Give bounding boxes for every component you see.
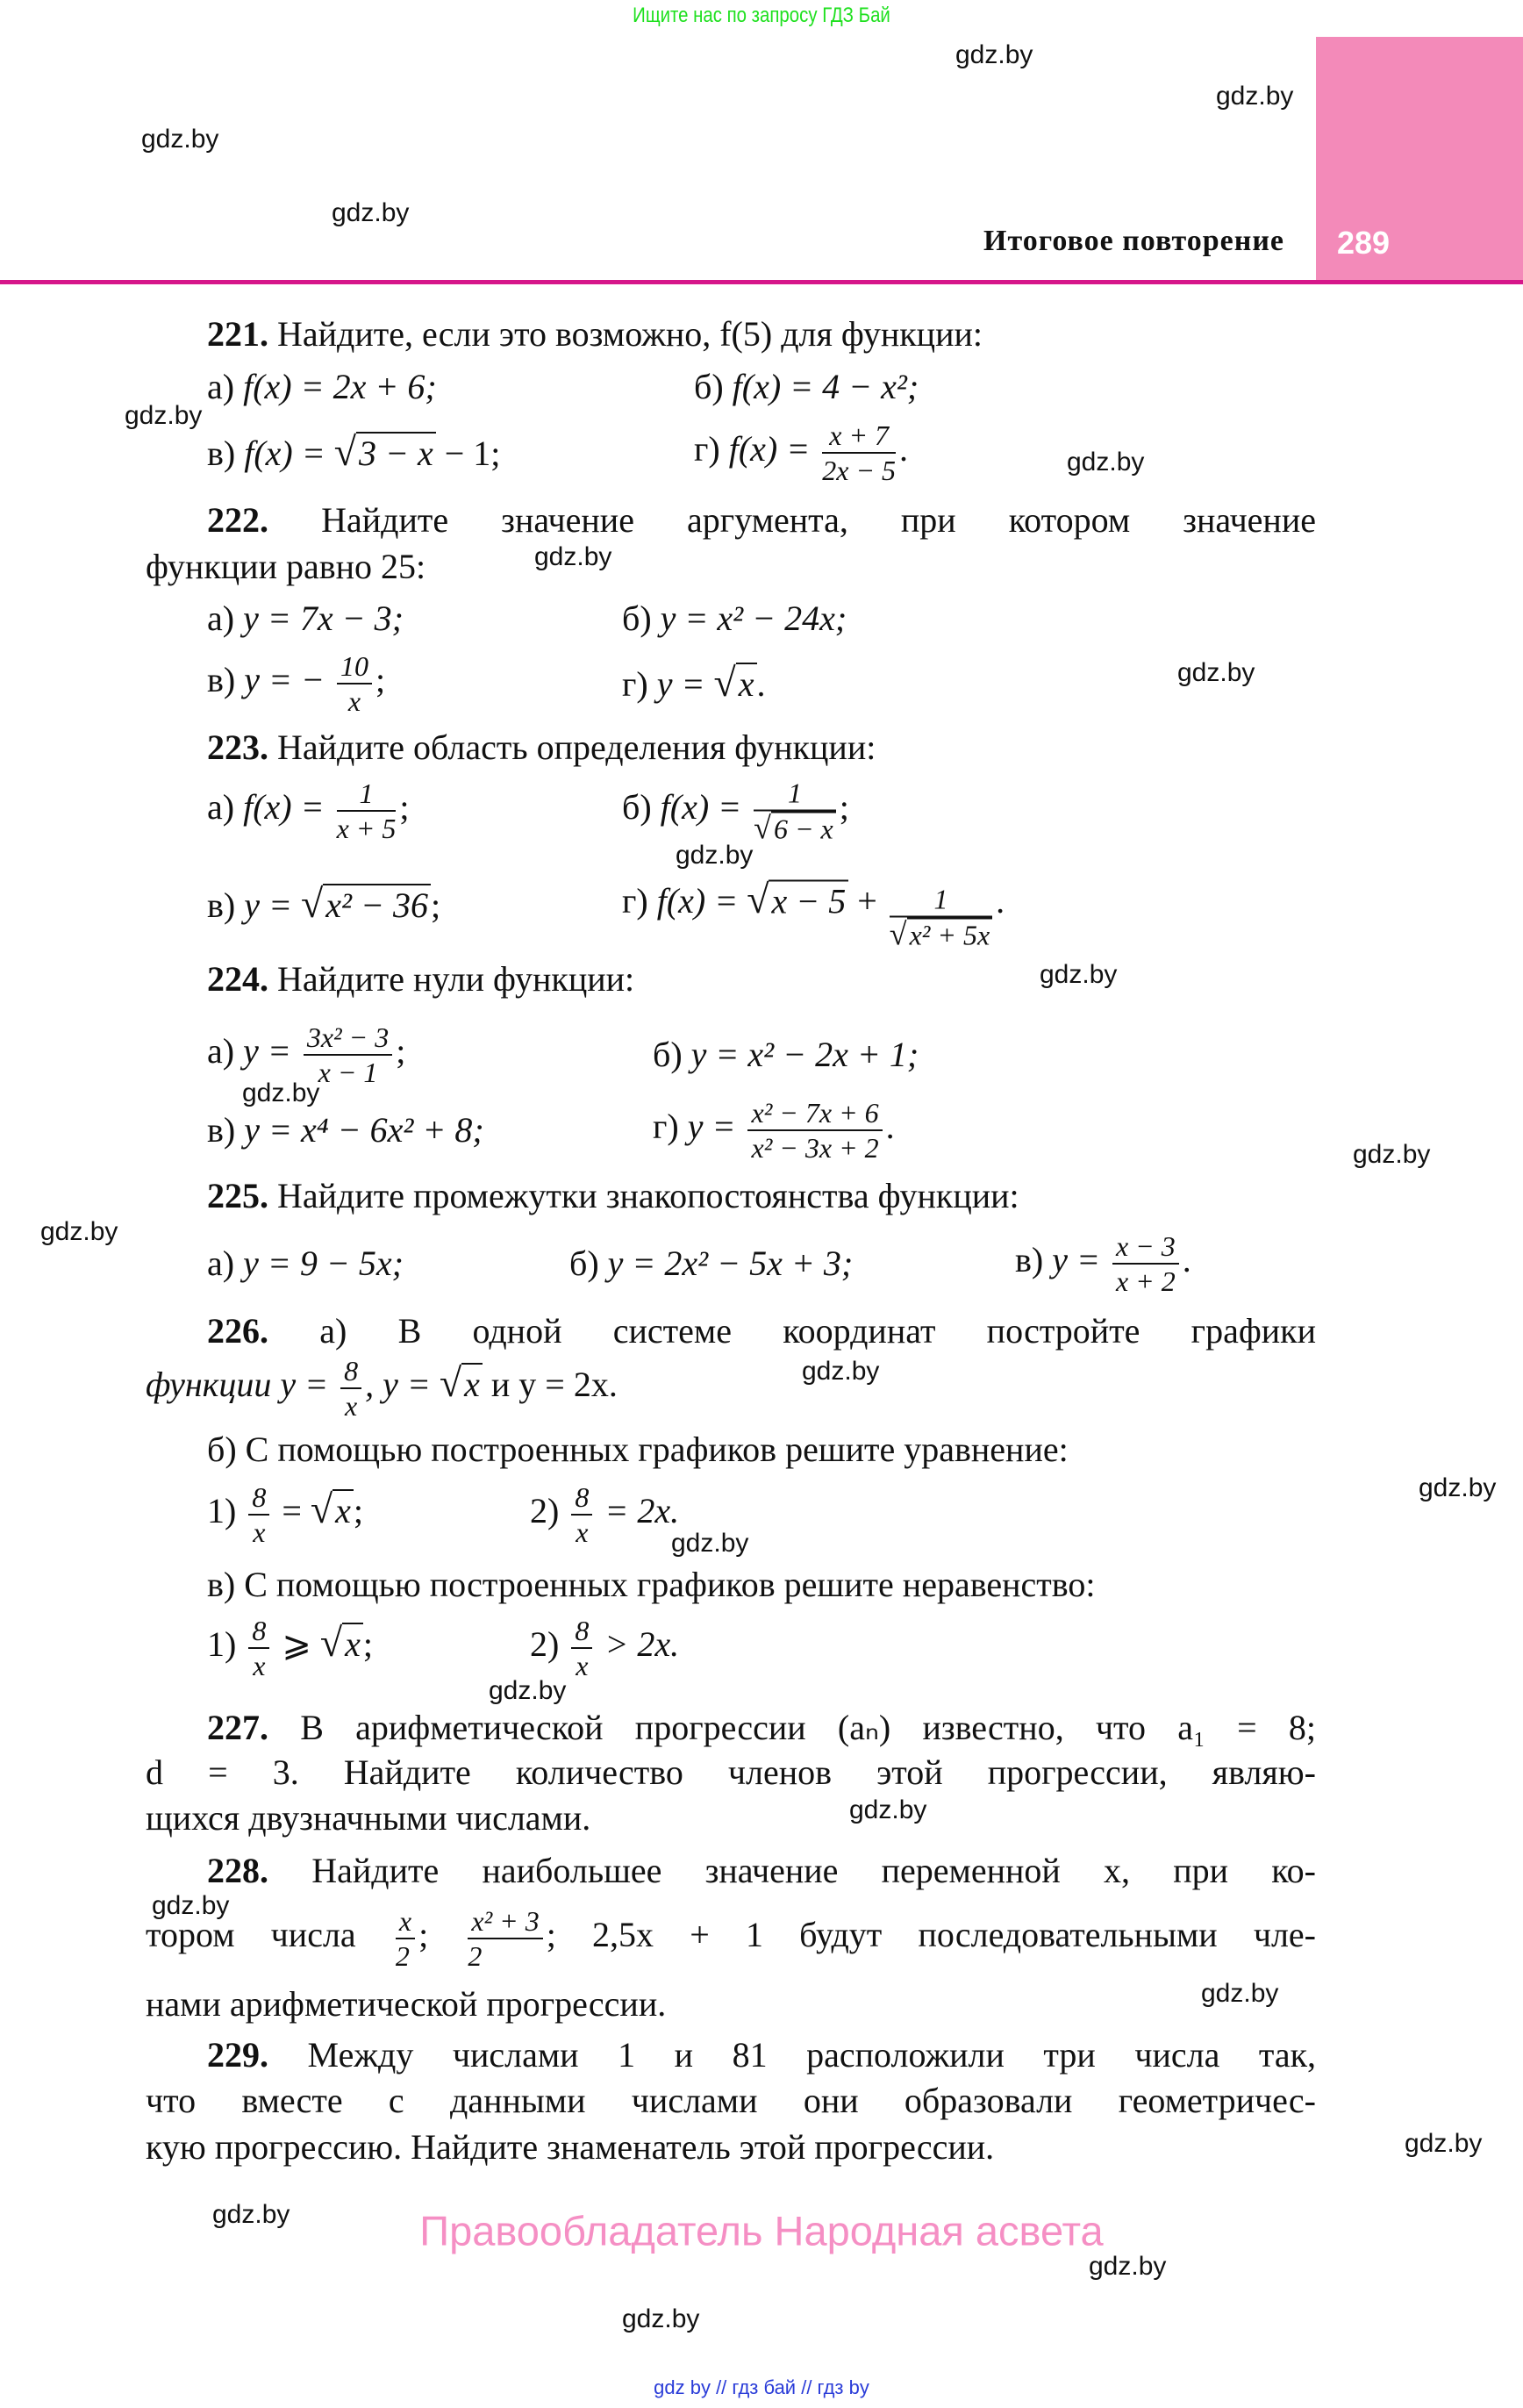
exercise-number: 222. — [207, 500, 268, 540]
formula: y = — [656, 664, 714, 704]
item-224c — [207, 1107, 484, 1153]
watermark-text: gdz.by — [489, 1676, 567, 1705]
fraction — [337, 777, 397, 845]
watermark-text: gdz.by — [802, 1357, 880, 1386]
formula: ; — [430, 885, 441, 925]
sqrt-sign: √ — [333, 429, 356, 474]
watermark-text: gdz.by — [141, 125, 219, 154]
item-222d — [622, 660, 766, 707]
radicand: 6 − x — [771, 812, 836, 845]
sqrt-sign: √ — [319, 1620, 343, 1666]
formula: f(x) = 4 − x²; — [732, 367, 919, 406]
exercise-226-heading — [207, 1308, 1316, 1354]
numerator: 1 — [890, 883, 992, 918]
item-221a — [207, 364, 437, 410]
formula: y = x² − 24x; — [660, 598, 847, 638]
denominator: x — [576, 1516, 589, 1548]
formula: . — [1182, 1240, 1191, 1280]
watermark-text: gdz.by — [671, 1529, 749, 1558]
item-label: б) — [694, 367, 724, 406]
item-label: б) — [622, 787, 652, 828]
watermark-text: gdz.by — [125, 401, 203, 430]
radicand: x — [461, 1363, 483, 1404]
numerator: 8 — [340, 1354, 361, 1389]
item-label: б) — [622, 598, 652, 638]
exercise-229-line3: кую прогрессию. Найдите знаменатель этой прогрессии. — [146, 2127, 995, 2167]
formula: f(x) = — [660, 787, 751, 828]
denominator: x — [253, 1516, 266, 1548]
exercise-227-line3: щихся двузначными числами. — [146, 1798, 591, 1838]
exercise-228-heading — [207, 1848, 1316, 1894]
numerator: 8 — [571, 1480, 592, 1516]
exercise-number: 227. — [207, 1708, 268, 1747]
text: ; 2,5x + 1 будут последовательными чле- — [546, 1915, 1316, 1955]
item-label: б) — [653, 1035, 683, 1074]
fraction — [248, 1614, 269, 1682]
item-224b — [653, 1032, 919, 1078]
item-label: г) — [622, 881, 648, 921]
exercise-227-line2: d = 3. Найдите количество членов этой прогрессии, являю- — [146, 1752, 1316, 1792]
item-223b — [622, 777, 849, 846]
numerator: 8 — [248, 1480, 269, 1516]
numerator: 1 — [337, 777, 397, 812]
item-label: в) — [207, 660, 236, 700]
item-label: г) — [653, 1107, 679, 1147]
exercise-number: 221. — [207, 314, 268, 354]
radicand: 3 − x — [356, 432, 436, 473]
exercise-228-line2 — [146, 1904, 1316, 1973]
fraction — [747, 1096, 882, 1165]
formula: y = 9 − 5x; — [243, 1243, 404, 1283]
text: , y = — [365, 1365, 440, 1405]
section-title: Итоговое повторение — [983, 225, 1284, 257]
exercise-228-line3: нами арифметической прогрессии. — [146, 1984, 667, 2024]
watermark-text: gdz.by — [534, 542, 612, 571]
formula: . — [996, 881, 1005, 921]
exercise-text: Найдите промежутки знакопостоянства функции: — [277, 1176, 1019, 1215]
formula: y = 7x − 3; — [243, 598, 404, 638]
numerator: 10 — [337, 649, 372, 684]
denominator — [754, 812, 836, 846]
exercise-number: 225. — [207, 1176, 268, 1215]
exercise-229-line2: что вместе с данными числами они образовали геометричес- — [146, 2081, 1316, 2120]
radicand: x² − 36 — [323, 884, 431, 925]
copyright-footer: Правообладатель Народная асвета — [419, 2207, 1104, 2254]
formula: y = 2x² − 5x + 3; — [607, 1243, 854, 1283]
item-label: б) — [569, 1243, 599, 1283]
numerator: x — [396, 1904, 415, 1939]
numerator: 3x² − 3 — [304, 1021, 392, 1056]
watermark-text: gdz.by — [1201, 1979, 1279, 2008]
formula: ; — [353, 1491, 364, 1531]
fraction — [248, 1480, 269, 1549]
exercise-text-cont: функции равно 25: — [146, 547, 426, 586]
watermark-text: gdz.by — [1353, 1140, 1431, 1169]
item-label: 1) — [207, 1624, 237, 1665]
exercise-text: а) В одной системе координат постройте графики — [319, 1311, 1317, 1351]
header-rule — [0, 280, 1523, 284]
text: ; — [418, 1915, 465, 1955]
formula: y = — [1052, 1240, 1109, 1280]
fraction — [754, 777, 836, 846]
item-label: а) — [207, 1243, 235, 1283]
item-label: а) — [207, 367, 235, 406]
denominator — [890, 918, 992, 952]
exercise-text: В арифметической прогрессии (aₙ) известно, что a₁ = 8; — [300, 1708, 1317, 1747]
item-label: 2) — [530, 1491, 560, 1531]
exercise-text: Найдите, если это возможно, f(5) для функции: — [277, 314, 983, 354]
item-226b2 — [530, 1480, 679, 1549]
item-label: г) — [622, 664, 648, 704]
bottom-links[interactable]: gdz by // гдз бай // гдз by — [654, 2376, 869, 2398]
fraction — [468, 1904, 542, 1973]
item-label: 2) — [530, 1624, 560, 1665]
radicand: x — [736, 663, 757, 704]
watermark-text: gdz.by — [152, 1891, 230, 1920]
exercise-227-heading — [207, 1705, 1316, 1751]
sqrt-sign: √ — [300, 881, 324, 926]
watermark-text: gdz.by — [1067, 448, 1145, 477]
formula: . — [885, 1107, 895, 1147]
item-label: в) — [207, 434, 236, 473]
numerator: 1 — [754, 777, 836, 812]
denominator: 2 — [468, 1940, 483, 1972]
exercise-text: Найдите наибольшее значение переменной x, при ко- — [311, 1851, 1316, 1890]
numerator: 8 — [248, 1614, 269, 1649]
sqrt-sign: √ — [747, 877, 769, 922]
formula: = 2x. — [596, 1491, 680, 1531]
denominator: x + 5 — [336, 813, 397, 844]
item-label: в) — [1015, 1240, 1044, 1280]
sqrt-sign: √ — [713, 660, 736, 705]
item-label: 1) — [207, 1491, 237, 1531]
radicand: x — [332, 1489, 354, 1530]
denominator: 2 — [395, 1940, 410, 1972]
search-banner: Ищите нас по запросу ГДЗ Бай — [633, 4, 890, 27]
watermark-text: gdz.by — [622, 2304, 700, 2333]
fraction — [571, 1480, 592, 1549]
exercise-number: 226. — [207, 1311, 268, 1351]
item-222a — [207, 596, 404, 641]
watermark-text: gdz.by — [1216, 82, 1294, 111]
exercise-number: 224. — [207, 959, 268, 999]
exercise-text: Найдите значение аргумента, при котором значение — [321, 500, 1317, 540]
formula: f(x) = — [656, 881, 747, 921]
text: и y = 2x. — [482, 1365, 618, 1405]
item-label: в) — [207, 885, 236, 925]
formula: y = − — [244, 660, 333, 700]
exercise-number: 223. — [207, 727, 268, 767]
formula: ; — [396, 1031, 406, 1071]
watermark-text: gdz.by — [332, 198, 410, 227]
formula: y = — [243, 1031, 300, 1071]
item-223a — [207, 777, 410, 845]
formula: y = — [244, 885, 301, 925]
watermark-text: gdz.by — [1405, 2129, 1483, 2158]
watermark-text: gdz.by — [212, 2200, 290, 2229]
denominator: 2x − 5 — [822, 455, 897, 486]
fraction — [571, 1614, 592, 1682]
radicand: x − 5 — [769, 879, 848, 921]
item-label: а) — [207, 598, 235, 638]
item-223c — [207, 881, 440, 928]
item-222b — [622, 596, 847, 641]
formula: f(x) = — [244, 434, 334, 473]
fraction — [337, 649, 372, 718]
formula: ; — [375, 660, 386, 700]
formula: = — [273, 1491, 311, 1531]
formula: y = x² − 2x + 1; — [690, 1035, 919, 1074]
exercise-221-heading — [207, 312, 983, 357]
fraction — [1112, 1229, 1179, 1298]
text: функции y = — [146, 1365, 338, 1405]
formula: y = — [687, 1107, 745, 1147]
numerator: x² + 3 — [468, 1904, 542, 1939]
formula: f(x) = 2x + 6; — [243, 367, 437, 406]
formula: ; — [839, 787, 849, 828]
formula: f(x) = — [243, 787, 333, 828]
exercise-number: 229. — [207, 2035, 268, 2075]
exercise-text: Найдите нули функции: — [277, 959, 635, 999]
fraction — [890, 883, 992, 952]
formula: f(x) = — [728, 429, 819, 469]
watermark-text: gdz.by — [955, 40, 1033, 69]
formula: + — [848, 881, 886, 921]
denominator: x² − 3x + 2 — [751, 1132, 879, 1164]
exercise-229-heading — [207, 2032, 1316, 2078]
sqrt-sign: √ — [310, 1487, 333, 1532]
item-label: а) — [207, 1031, 235, 1071]
sqrt-sign: √ — [889, 916, 907, 952]
radicand: x² + 5x — [907, 918, 993, 951]
sqrt-sign: √ — [439, 1360, 462, 1406]
page-number: 289 — [1337, 225, 1391, 261]
formula: > 2x. — [596, 1624, 680, 1665]
exercise-226-b: б) С помощью построенных графиков решите уравнение: — [207, 1430, 1069, 1469]
item-223d — [622, 871, 1005, 952]
watermark-text: gdz.by — [1040, 960, 1118, 989]
item-225b — [569, 1241, 853, 1286]
watermark-text: gdz.by — [40, 1217, 118, 1246]
denominator: x — [253, 1650, 266, 1681]
item-label: а) — [207, 787, 235, 828]
formula: − 1; — [435, 434, 501, 473]
item-221d — [694, 419, 908, 487]
exercise-number: 228. — [207, 1851, 268, 1890]
exercise-223-heading — [207, 725, 876, 770]
fraction — [304, 1021, 392, 1089]
sqrt-sign: √ — [754, 810, 771, 846]
watermark-text: gdz.by — [1177, 658, 1255, 687]
fraction — [396, 1904, 415, 1973]
numerator: x − 3 — [1112, 1229, 1179, 1265]
formula: y = x⁴ − 6x² + 8; — [244, 1110, 484, 1150]
watermark-text: gdz.by — [676, 841, 754, 870]
item-226c2 — [530, 1614, 679, 1682]
formula: ⩾ — [273, 1624, 320, 1665]
text: тором числа — [146, 1915, 392, 1955]
fraction — [822, 419, 896, 487]
numerator: x² − 7x + 6 — [747, 1096, 882, 1131]
item-label: г) — [694, 429, 720, 469]
formula: . — [899, 429, 909, 469]
formula: . — [756, 664, 766, 704]
item-225c — [1015, 1229, 1191, 1298]
watermark-text: gdz.by — [1419, 1473, 1497, 1502]
exercise-text: Найдите область определения функции: — [277, 727, 876, 767]
item-224a — [207, 1021, 405, 1089]
denominator: x — [576, 1650, 589, 1681]
watermark-text: gdz.by — [1089, 2252, 1167, 2281]
exercise-226-c: в) С помощью построенных графиков решите неравенство: — [207, 1565, 1096, 1604]
exercise-225-heading — [207, 1173, 1019, 1219]
formula: ; — [362, 1624, 373, 1665]
watermark-text: gdz.by — [242, 1079, 320, 1107]
denominator: x − 1 — [318, 1057, 378, 1088]
exercise-226-line2 — [146, 1354, 618, 1423]
exercise-text: Между числами 1 и 81 расположили три числа так, — [307, 2035, 1317, 2075]
denominator: x — [345, 1390, 358, 1422]
numerator: x + 7 — [822, 419, 896, 454]
fraction — [340, 1354, 361, 1423]
item-226c1 — [207, 1614, 373, 1682]
item-226b1 — [207, 1480, 363, 1549]
item-label: в) — [207, 1110, 236, 1150]
item-221c — [207, 429, 500, 477]
numerator: 8 — [571, 1614, 592, 1649]
item-222c — [207, 649, 385, 718]
item-225a — [207, 1241, 404, 1286]
exercise-224-heading — [207, 957, 634, 1002]
radicand: x — [342, 1623, 363, 1664]
item-221b — [694, 364, 919, 410]
watermark-text: gdz.by — [849, 1795, 927, 1824]
denominator: x — [347, 685, 361, 717]
denominator: x + 2 — [1115, 1265, 1176, 1297]
exercise-222-heading — [207, 498, 1316, 543]
item-224d — [653, 1096, 895, 1165]
formula: ; — [399, 787, 410, 828]
